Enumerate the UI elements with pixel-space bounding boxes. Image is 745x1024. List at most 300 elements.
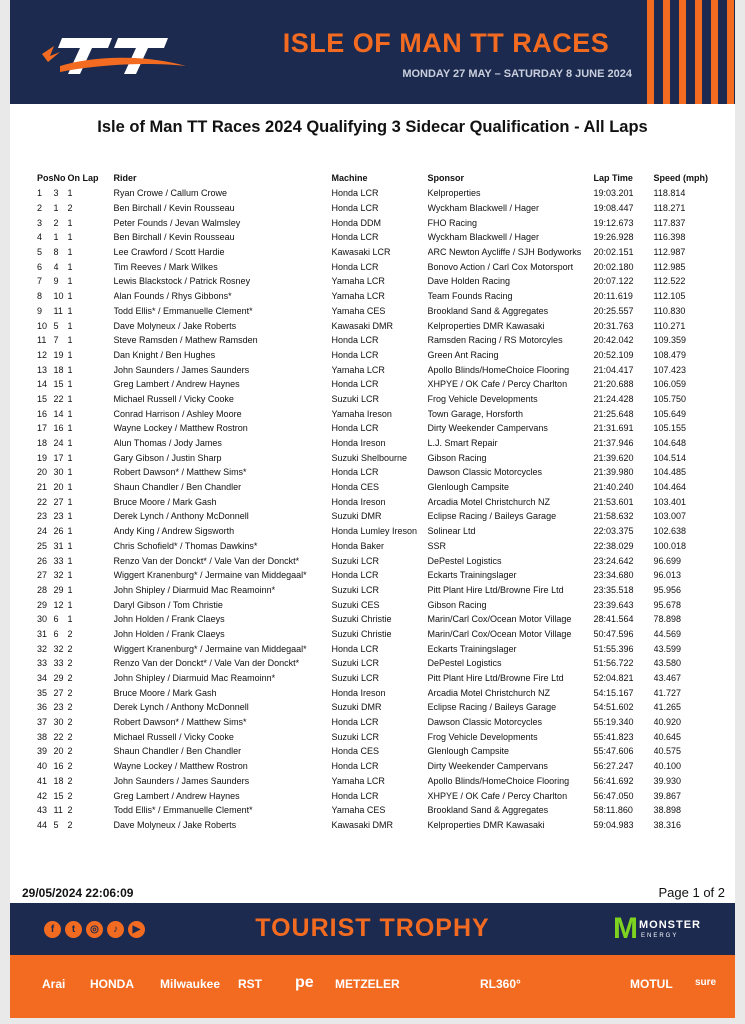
cell-speed: 104.514	[653, 452, 687, 463]
cell-machine: Honda CES	[331, 746, 380, 757]
cell-sponsor: L.J. Smart Repair	[427, 438, 498, 449]
cell-pos: 22	[37, 496, 48, 507]
table-row	[35, 818, 714, 833]
table-header-row	[35, 170, 714, 186]
cell-rider: Lee Crawford / Scott Hardie	[113, 247, 225, 258]
cell-machine: Honda LCR	[331, 423, 379, 434]
cell-machine: Honda LCR	[331, 349, 379, 360]
cell-machine: Honda LCR	[331, 467, 379, 478]
sponsor-logo: HONDA	[90, 977, 134, 991]
cell-sponsor: Marin/Carl Cox/Ocean Motor Village	[427, 628, 572, 639]
cell-rider: Michael Russell / Vicky Cooke	[113, 393, 234, 404]
cell-speed: 40.575	[653, 746, 682, 757]
cell-speed: 95.678	[653, 599, 682, 610]
cell-speed: 40.920	[653, 717, 682, 728]
cell-sponsor: Dirty Weekender Campervans	[427, 423, 548, 434]
cell-rider: John Holden / Frank Claeys	[113, 628, 225, 639]
cell-pos: 30	[37, 614, 48, 625]
table-row	[35, 450, 714, 465]
twitter-icon[interactable]: t	[65, 921, 82, 938]
cell-rider: Alan Founds / Rhys Gibbons*	[113, 291, 232, 302]
cell-on-lap: 1	[67, 511, 73, 522]
column-header: Rider	[113, 173, 137, 183]
cell-speed: 118.814	[653, 188, 686, 199]
cell-sponsor: Apollo Blinds/HomeChoice Flooring	[427, 775, 570, 786]
cell-speed: 110.271	[653, 320, 686, 331]
cell-rider: Dave Molyneux / Jake Roberts	[113, 819, 237, 830]
cell-machine: Honda Ireson	[331, 438, 386, 449]
cell-rider: Greg Lambert / Andrew Haynes	[113, 790, 240, 801]
table-row	[35, 304, 714, 319]
table-row	[35, 656, 714, 671]
cell-machine: Suzuki DMR	[331, 511, 382, 522]
cell-lap-time: 21:39.620	[593, 452, 634, 463]
monster-sub-text: ENERGY	[641, 933, 679, 939]
cell-number: 7	[53, 335, 59, 346]
print-timestamp: 29/05/2024 22:06:09	[22, 886, 134, 900]
cell-machine: Suzuki LCR	[331, 731, 380, 742]
cell-on-lap: 1	[67, 423, 73, 434]
cell-speed: 105.649	[653, 408, 687, 419]
cell-lap-time: 56:47.050	[593, 790, 634, 801]
cell-sponsor: DePestel Logistics	[427, 555, 502, 566]
cell-pos: 12	[37, 349, 48, 360]
cell-machine: Kawasaki DMR	[331, 819, 394, 830]
cell-lap-time: 21:58.632	[593, 511, 634, 522]
cell-on-lap: 1	[67, 496, 73, 507]
cell-number: 6	[53, 614, 59, 625]
cell-sponsor: Dawson Classic Motorcycles	[427, 717, 543, 728]
table-row	[35, 289, 714, 304]
cell-sponsor: Eckarts Trainingslager	[427, 570, 517, 581]
sponsor-logo: RST	[238, 977, 262, 991]
cell-on-lap: 1	[67, 584, 73, 595]
cell-sponsor: Glenlough Campsite	[427, 482, 510, 493]
table-row	[35, 318, 714, 333]
cell-lap-time: 21:37.946	[593, 438, 634, 449]
table-row	[35, 215, 714, 230]
cell-on-lap: 2	[67, 761, 73, 772]
tiktok-icon[interactable]: ♪	[107, 921, 124, 938]
cell-machine: Suzuki LCR	[331, 658, 380, 669]
table-row	[35, 627, 714, 642]
cell-sponsor: Team Founds Racing	[427, 291, 513, 302]
cell-pos: 28	[37, 584, 48, 595]
table-row	[35, 803, 714, 818]
sponsor-logo: RL360°	[480, 977, 521, 991]
table-body	[35, 186, 714, 832]
cell-machine: Suzuki Christie	[331, 628, 392, 639]
cell-on-lap: 1	[67, 526, 73, 537]
cell-lap-time: 21:53.601	[593, 496, 634, 507]
cell-lap-time: 19:12.673	[593, 217, 634, 228]
cell-speed: 116.398	[653, 232, 686, 243]
cell-lap-time: 55:47.606	[593, 746, 634, 757]
cell-sponsor: FHO Racing	[427, 217, 478, 228]
cell-number: 19	[53, 349, 64, 360]
tourist-trophy-title: TOURIST TROPHY	[255, 914, 490, 942]
cell-number: 1	[53, 232, 59, 243]
cell-lap-time: 20:52.109	[593, 349, 634, 360]
cell-pos: 8	[37, 291, 43, 302]
sponsor-logo: sure	[695, 977, 717, 988]
cell-lap-time: 54:15.167	[593, 687, 634, 698]
cell-pos: 36	[37, 702, 48, 713]
cell-on-lap: 1	[67, 305, 73, 316]
header-banner	[10, 0, 735, 104]
cell-machine: Honda LCR	[331, 761, 379, 772]
cell-speed: 112.522	[653, 276, 686, 287]
cell-speed: 41.265	[653, 702, 682, 713]
cell-rider: Steve Ramsden / Mathew Ramsden	[113, 335, 258, 346]
monster-energy-logo	[613, 913, 713, 947]
cell-lap-time: 20:02.151	[593, 247, 634, 258]
cell-speed: 103.401	[653, 496, 687, 507]
cell-pos: 1	[37, 188, 43, 199]
table-row	[35, 553, 714, 568]
cell-speed: 38.898	[653, 805, 682, 816]
sponsor-strip	[10, 955, 735, 1018]
cell-speed: 110.830	[653, 305, 686, 316]
cell-sponsor: Bonovo Action / Carl Cox Motorsport	[427, 261, 574, 272]
cell-on-lap: 2	[67, 790, 73, 801]
column-header: Lap Time	[593, 173, 633, 183]
cell-on-lap: 2	[67, 628, 73, 639]
table-row	[35, 406, 714, 421]
cell-pos: 16	[37, 408, 48, 419]
cell-rider: Andy King / Andrew Sigsworth	[113, 526, 235, 537]
table-row	[35, 788, 714, 803]
cell-on-lap: 2	[67, 717, 73, 728]
table-row	[35, 186, 714, 201]
cell-lap-time: 20:42.042	[593, 335, 634, 346]
cell-machine: Yamaha Ireson	[331, 408, 392, 419]
cell-speed: 40.645	[653, 731, 682, 742]
cell-rider: John Saunders / James Saunders	[113, 775, 250, 786]
table-row	[35, 465, 714, 480]
column-header: No	[53, 173, 66, 183]
cell-number: 29	[53, 584, 64, 595]
cell-sponsor: Pitt Plant Hire Ltd/Browne Fire Ltd	[427, 584, 564, 595]
cell-machine: Suzuki Shelbourne	[331, 452, 408, 463]
table-row	[35, 583, 714, 598]
cell-sponsor: Green Ant Racing	[427, 349, 499, 360]
cell-sponsor: Arcadia Motel Christchurch NZ	[427, 496, 551, 507]
cell-lap-time: 20:07.122	[593, 276, 634, 287]
table-row	[35, 509, 714, 524]
cell-lap-time: 55:41.823	[593, 731, 634, 742]
cell-number: 22	[53, 731, 64, 742]
cell-machine: Honda LCR	[331, 232, 379, 243]
cell-on-lap: 1	[67, 540, 73, 551]
cell-speed: 105.155	[653, 423, 687, 434]
cell-rider: Bruce Moore / Mark Gash	[113, 496, 217, 507]
cell-sponsor: Glenlough Campsite	[427, 746, 510, 757]
cell-pos: 37	[37, 717, 48, 728]
cell-speed: 112.987	[653, 247, 686, 258]
cell-pos: 29	[37, 599, 48, 610]
cell-number: 29	[53, 673, 64, 684]
cell-lap-time: 59:04.983	[593, 819, 634, 830]
cell-on-lap: 1	[67, 393, 73, 404]
cell-on-lap: 1	[67, 247, 73, 258]
cell-speed: 106.059	[653, 379, 687, 390]
sponsor-logo: Milwaukee	[160, 977, 221, 991]
cell-on-lap: 2	[67, 805, 73, 816]
cell-on-lap: 1	[67, 232, 73, 243]
cell-pos: 24	[37, 526, 48, 537]
cell-number: 20	[53, 482, 64, 493]
cell-lap-time: 21:24.428	[593, 393, 634, 404]
cell-speed: 39.867	[653, 790, 682, 801]
cell-speed: 95.956	[653, 584, 682, 595]
cell-lap-time: 52:04.821	[593, 673, 634, 684]
cell-number: 17	[53, 452, 64, 463]
cell-rider: Greg Lambert / Andrew Haynes	[113, 379, 240, 390]
cell-machine: Yamaha LCR	[331, 291, 385, 302]
cell-rider: John Holden / Frank Claeys	[113, 614, 225, 625]
cell-rider: Gary Gibson / Justin Sharp	[113, 452, 222, 463]
cell-lap-time: 21:40.240	[593, 482, 634, 493]
cell-machine: Honda Ireson	[331, 496, 386, 507]
cell-number: 9	[53, 276, 59, 287]
table-row	[35, 245, 714, 260]
cell-number: 32	[53, 643, 64, 654]
table-row	[35, 494, 714, 509]
table-row	[35, 729, 714, 744]
cell-number: 12	[53, 599, 64, 610]
cell-lap-time: 20:11.619	[593, 291, 633, 302]
cell-lap-time: 54:51.602	[593, 702, 634, 713]
cell-machine: Yamaha CES	[331, 805, 386, 816]
cell-lap-time: 21:25.648	[593, 408, 634, 419]
cell-number: 6	[53, 628, 59, 639]
table-row	[35, 348, 714, 363]
cell-sponsor: Kelproperties DMR Kawasaki	[427, 819, 545, 830]
cell-pos: 35	[37, 687, 48, 698]
cell-on-lap: 1	[67, 276, 73, 287]
cell-pos: 11	[37, 335, 47, 346]
document-title: Isle of Man TT Races 2024 Qualifying 3 Sidecar Qualification - All Laps	[97, 118, 648, 136]
cell-rider: Bruce Moore / Mark Gash	[113, 687, 217, 698]
cell-sponsor: Town Garage, Horsforth	[427, 408, 524, 419]
cell-pos: 42	[37, 790, 48, 801]
cell-number: 8	[53, 247, 59, 258]
cell-on-lap: 2	[67, 702, 73, 713]
cell-sponsor: Gibson Racing	[427, 452, 487, 463]
cell-lap-time: 55:19.340	[593, 717, 634, 728]
cell-sponsor: XHPYE / OK Cafe / Percy Charlton	[427, 790, 568, 801]
results-table	[35, 170, 714, 832]
cell-lap-time: 21:39.980	[593, 467, 634, 478]
cell-rider: Wiggert Kranenburg* / Jermaine van Middegaal*	[113, 643, 307, 654]
cell-lap-time: 23:34.680	[593, 570, 634, 581]
cell-machine: Yamaha LCR	[331, 775, 385, 786]
cell-on-lap: 2	[67, 658, 73, 669]
facebook-icon[interactable]: f	[44, 921, 61, 938]
cell-pos: 34	[37, 673, 48, 684]
cell-speed: 108.479	[653, 349, 687, 360]
cell-number: 2	[53, 217, 59, 228]
cell-sponsor: Dirty Weekender Campervans	[427, 761, 548, 772]
cell-sponsor: Wyckham Blackwell / Hager	[427, 232, 539, 243]
cell-sponsor: Eckarts Trainingslager	[427, 643, 517, 654]
cell-sponsor: Ramsden Racing / RS Motorcyles	[427, 335, 563, 346]
cell-lap-time: 51:55.396	[593, 643, 634, 654]
cell-pos: 27	[37, 570, 48, 581]
cell-on-lap: 1	[67, 364, 73, 375]
cell-pos: 17	[37, 423, 48, 434]
cell-machine: Kawasaki LCR	[331, 247, 391, 258]
cell-rider: Ben Birchall / Kevin Rousseau	[113, 232, 235, 243]
table-row	[35, 274, 714, 289]
cell-pos: 43	[37, 805, 48, 816]
cell-lap-time: 19:03.201	[593, 188, 634, 199]
cell-sponsor: Dave Holden Racing	[427, 276, 511, 287]
cell-machine: Suzuki LCR	[331, 393, 380, 404]
column-header: Speed (mph)	[653, 173, 709, 183]
cell-on-lap: 1	[67, 188, 73, 199]
cell-speed: 104.648	[653, 438, 687, 449]
cell-rider: Michael Russell / Vicky Cooke	[113, 731, 234, 742]
cell-speed: 43.467	[653, 673, 682, 684]
cell-rider: Wayne Lockey / Matthew Rostron	[113, 761, 248, 772]
cell-speed: 103.007	[653, 511, 687, 522]
monster-text: MONSTER	[639, 919, 701, 931]
column-header: On Lap	[67, 173, 99, 183]
cell-pos: 31	[37, 628, 48, 639]
cell-number: 30	[53, 467, 64, 478]
cell-speed: 105.750	[653, 393, 687, 404]
cell-on-lap: 2	[67, 746, 73, 757]
cell-pos: 6	[37, 261, 43, 272]
cell-sponsor: Dawson Classic Motorcycles	[427, 467, 543, 478]
cell-machine: Suzuki CES	[331, 599, 380, 610]
table-row	[35, 759, 714, 774]
cell-on-lap: 1	[67, 555, 73, 566]
cell-speed: 43.580	[653, 658, 682, 669]
cell-lap-time: 56:41.692	[593, 775, 634, 786]
cell-on-lap: 1	[67, 261, 73, 272]
youtube-icon[interactable]: ▶	[128, 921, 145, 938]
cell-rider: Conrad Harrison / Ashley Moore	[113, 408, 242, 419]
cell-lap-time: 21:31.691	[593, 423, 634, 434]
cell-machine: Honda Baker	[331, 540, 385, 551]
cell-lap-time: 22:38.029	[593, 540, 634, 551]
cell-number: 16	[53, 761, 64, 772]
cell-speed: 109.359	[653, 335, 687, 346]
cell-lap-time: 22:03.375	[593, 526, 634, 537]
cell-on-lap: 1	[67, 438, 73, 449]
cell-sponsor: Solinear Ltd	[427, 526, 476, 537]
cell-pos: 39	[37, 746, 48, 757]
cell-speed: 41.727	[653, 687, 682, 698]
table-row	[35, 421, 714, 436]
cell-speed: 112.105	[653, 291, 686, 302]
cell-sponsor: XHPYE / OK Cafe / Percy Charlton	[427, 379, 568, 390]
cell-lap-time: 20:25.557	[593, 305, 634, 316]
cell-rider: Shaun Chandler / Ben Chandler	[113, 482, 242, 493]
cell-rider: Robert Dawson* / Matthew Sims*	[113, 467, 247, 478]
cell-number: 30	[53, 717, 64, 728]
cell-lap-time: 23:39.643	[593, 599, 634, 610]
table-row	[35, 392, 714, 407]
cell-lap-time: 21:04.417	[593, 364, 634, 375]
cell-lap-time: 28:41.564	[593, 614, 634, 625]
cell-pos: 38	[37, 731, 48, 742]
cell-pos: 7	[37, 276, 43, 287]
cell-on-lap: 2	[67, 687, 73, 698]
cell-on-lap: 2	[67, 673, 73, 684]
cell-rider: Wiggert Kranenburg* / Jermaine van Middegaal*	[113, 570, 307, 581]
sponsor-logo: pe	[295, 974, 314, 991]
cell-sponsor: SSR	[427, 540, 447, 551]
cell-number: 3	[53, 188, 59, 199]
cell-number: 27	[53, 687, 64, 698]
cell-machine: Yamaha LCR	[331, 276, 385, 287]
cell-rider: Wayne Lockey / Matthew Rostron	[113, 423, 248, 434]
cell-speed: 38.316	[653, 819, 682, 830]
cell-number: 26	[53, 526, 64, 537]
cell-machine: Honda LCR	[331, 790, 379, 801]
sponsor-logo: METZELER	[335, 977, 400, 991]
cell-lap-time: 50:47.596	[593, 628, 634, 639]
cell-sponsor: Pitt Plant Hire Ltd/Browne Fire Ltd	[427, 673, 564, 684]
cell-number: 11	[53, 805, 63, 816]
cell-rider: Ben Birchall / Kevin Rousseau	[113, 203, 235, 214]
cell-machine: Suzuki LCR	[331, 584, 380, 595]
cell-rider: Daryl Gibson / Tom Christie	[113, 599, 223, 610]
cell-sponsor: Marin/Carl Cox/Ocean Motor Village	[427, 614, 572, 625]
cell-number: 1	[53, 203, 59, 214]
table-row	[35, 480, 714, 495]
cell-speed: 100.018	[653, 540, 687, 551]
cell-speed: 112.985	[653, 261, 686, 272]
cell-lap-time: 23:35.518	[593, 584, 634, 595]
cell-pos: 3	[37, 217, 43, 228]
table-row	[35, 744, 714, 759]
cell-number: 15	[53, 379, 64, 390]
cell-lap-time: 23:24.642	[593, 555, 634, 566]
table-row	[35, 539, 714, 554]
cell-machine: Honda LCR	[331, 379, 379, 390]
cell-speed: 117.837	[653, 217, 686, 228]
cell-speed: 78.898	[653, 614, 682, 625]
table-row	[35, 436, 714, 451]
cell-lap-time: 56:27.247	[593, 761, 634, 772]
cell-number: 27	[53, 496, 64, 507]
cell-sponsor: DePestel Logistics	[427, 658, 502, 669]
column-header: Sponsor	[427, 173, 465, 183]
cell-on-lap: 1	[67, 467, 73, 478]
cell-on-lap: 2	[67, 775, 73, 786]
instagram-icon[interactable]: ◎	[86, 921, 103, 938]
table-row	[35, 641, 714, 656]
cell-rider: Todd Ellis* / Emmanuelle Clement*	[113, 305, 253, 316]
cell-speed: 102.638	[653, 526, 687, 537]
cell-pos: 26	[37, 555, 48, 566]
cell-machine: Yamaha CES	[331, 305, 386, 316]
cell-number: 18	[53, 364, 64, 375]
cell-machine: Suzuki Christie	[331, 614, 392, 625]
cell-number: 23	[53, 511, 64, 522]
cell-sponsor: Kelproperties	[427, 188, 481, 199]
cell-machine: Suzuki LCR	[331, 555, 380, 566]
cell-on-lap: 1	[67, 320, 73, 331]
table-row	[35, 568, 714, 583]
cell-speed: 39.930	[653, 775, 682, 786]
cell-sponsor: Brookland Sand & Aggregates	[427, 305, 549, 316]
